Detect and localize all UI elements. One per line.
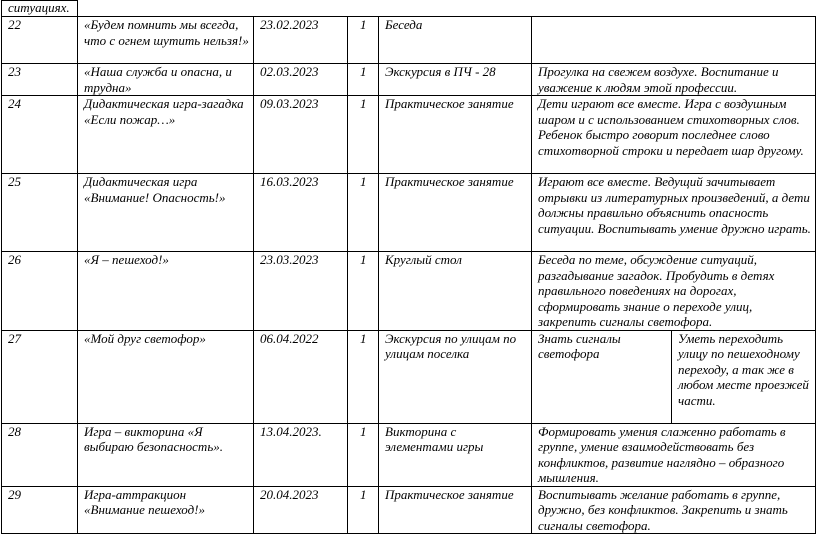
row-number: 26: [2, 252, 78, 331]
row-hours: 1: [348, 423, 379, 486]
row-hours: 1: [348, 96, 379, 174]
row-hours: 1: [348, 252, 379, 331]
row-date: 23.03.2023: [254, 252, 348, 331]
row-hours: 1: [348, 64, 379, 96]
row-date: 09.03.2023: [254, 96, 348, 174]
row-form: Практическое занятие: [379, 96, 532, 174]
row-hours: 1: [348, 174, 379, 252]
row-hours: 1: [348, 330, 379, 423]
table-row: [2, 96, 816, 174]
row-form: Викторина с элементами игры: [379, 423, 532, 486]
row-form: Экскурсия в ПЧ - 28: [379, 64, 532, 96]
row-topic: «Наша служба и опасна, и трудна»: [78, 64, 254, 96]
table-row: [2, 174, 816, 252]
lesson-plan-table: [1, 0, 816, 534]
row-topic: «Я – пешеход!»: [78, 252, 254, 331]
table-row: [2, 486, 816, 534]
row-number: 24: [2, 96, 78, 174]
row-topic: Дидактическая игра «Внимание! Опасность!»: [78, 174, 254, 252]
row-topic: Игра – викторина «Я выбираю безопасность».: [78, 423, 254, 486]
row-form: Беседа: [379, 17, 532, 64]
row-goal: Беседа по теме, обсуждение ситуаций, разгадывание загадок. Пробудить в детях правильного поведениях на дорогах, сформировать знание о переходе улиц, закрепить сигналы светофора.: [532, 252, 816, 331]
row-form: Экскурсия по улицам по улицам поселка: [379, 330, 532, 423]
intro-cell: ситуациях.: [2, 1, 78, 17]
row-date: 02.03.2023: [254, 64, 348, 96]
row-form: Практическое занятие: [379, 486, 532, 534]
table-row: [2, 17, 816, 64]
row-goal-knowledge: Знать сигналы светофора: [532, 330, 672, 423]
row-date: 16.03.2023: [254, 174, 348, 252]
row-goal: Воспитывать желание работать в группе, дружно, без конфликтов. Закрепить и знать сигналы светофора.: [532, 486, 816, 534]
row-number: 22: [2, 17, 78, 64]
table-row: [2, 423, 816, 486]
table-row: [2, 252, 816, 331]
row-goal: Прогулка на свежем воздухе. Воспитание и уважение к людям этой профессии.: [532, 64, 816, 96]
row-number: 28: [2, 423, 78, 486]
row-date: 23.02.2023: [254, 17, 348, 64]
table-row: [2, 330, 816, 423]
row-date: 06.04.2022: [254, 330, 348, 423]
row-number: 29: [2, 486, 78, 534]
row-goal: [532, 17, 816, 64]
row-topic: Дидактическая игра-загадка «Если пожар…»: [78, 96, 254, 174]
row-number: 27: [2, 330, 78, 423]
row-number: 25: [2, 174, 78, 252]
row-topic: Игра-аттракцион «Внимание пешеход!»: [78, 486, 254, 534]
row-form: Круглый стол: [379, 252, 532, 331]
row-goal: Играют все вместе. Ведущий зачитывает отрывки из литературных произведений, а дети должны правильно объяснить опасность ситуации. Воспитывать умение дружно играть.: [532, 174, 816, 252]
row-date: 13.04.2023.: [254, 423, 348, 486]
row-goal: Дети играют все вместе. Игра с воздушным шаром и с использованием стихотворных слов. Ребенок быстро говорит последнее слово стихотворной строки и передает шар другому.: [532, 96, 816, 174]
table-row: [2, 64, 816, 96]
table-row-intro: [2, 1, 816, 17]
row-goal: Формировать умения слаженно работать в группе, умение взаимодействовать без конфликтов, развитие наглядно – образного мышления.: [532, 423, 816, 486]
row-topic: «Мой друг светофор»: [78, 330, 254, 423]
row-number: 23: [2, 64, 78, 96]
row-goal-skill: Уметь переходить улицу по пешеходному переходу, а так же в любом месте проезжей части.: [672, 330, 816, 423]
row-form: Практическое занятие: [379, 174, 532, 252]
row-topic: «Будем помнить мы всегда, что с огнем шутить нельзя!»: [78, 17, 254, 64]
row-hours: 1: [348, 486, 379, 534]
row-date: 20.04.2023: [254, 486, 348, 534]
row-hours: 1: [348, 17, 379, 64]
